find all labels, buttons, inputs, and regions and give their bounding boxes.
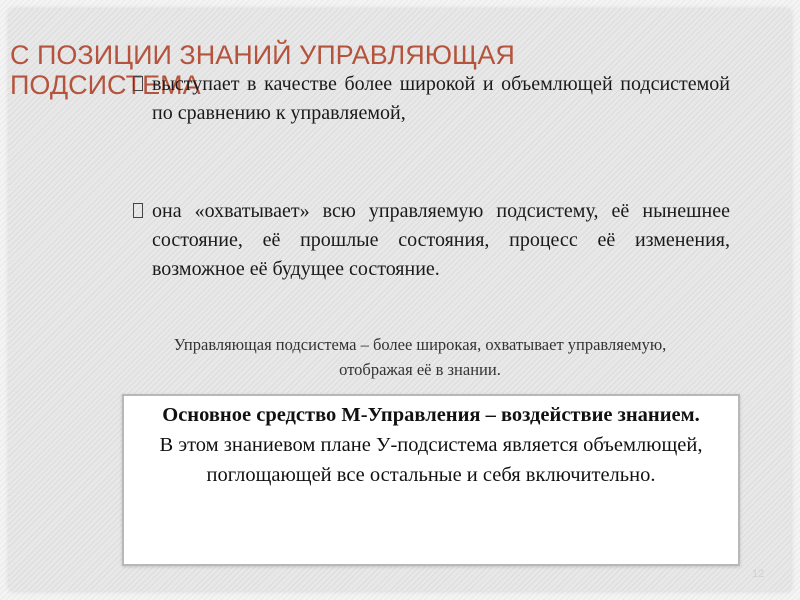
box-text: В этом знаниевом плане У-подсистема является объемлющей, поглощающей все остальные и себя включительно.: [159, 434, 703, 486]
square-bullet-icon: [133, 203, 143, 218]
highlight-box: [122, 394, 740, 566]
bullet-text-2: она «охватывает» всю управляемую подсистему, её нынешнее состояние, её прошлые состояния, процесс её изменения, возможное её будущее состояние.: [152, 200, 730, 280]
box-bold-text: Основное средство М-Управления – воздействие знанием.: [162, 404, 700, 426]
bullet-item-2: [152, 197, 730, 284]
page-number: 12: [752, 568, 765, 580]
bullet-item-1: [152, 70, 730, 128]
slide-title: С ПОЗИЦИИ ЗНАНИЙ УПРАВЛЯЮЩАЯ ПОДСИСТЕМА: [10, 40, 515, 100]
bullet-text-1: выступает в качестве более широкой и объемлющей подсистемой по сравнению к управляемой,: [152, 73, 730, 124]
square-bullet-icon: [133, 76, 143, 91]
caption-text: Управляющая подсистема – более широкая, охватывает управляемую, отображая её в знании.: [173, 335, 667, 379]
